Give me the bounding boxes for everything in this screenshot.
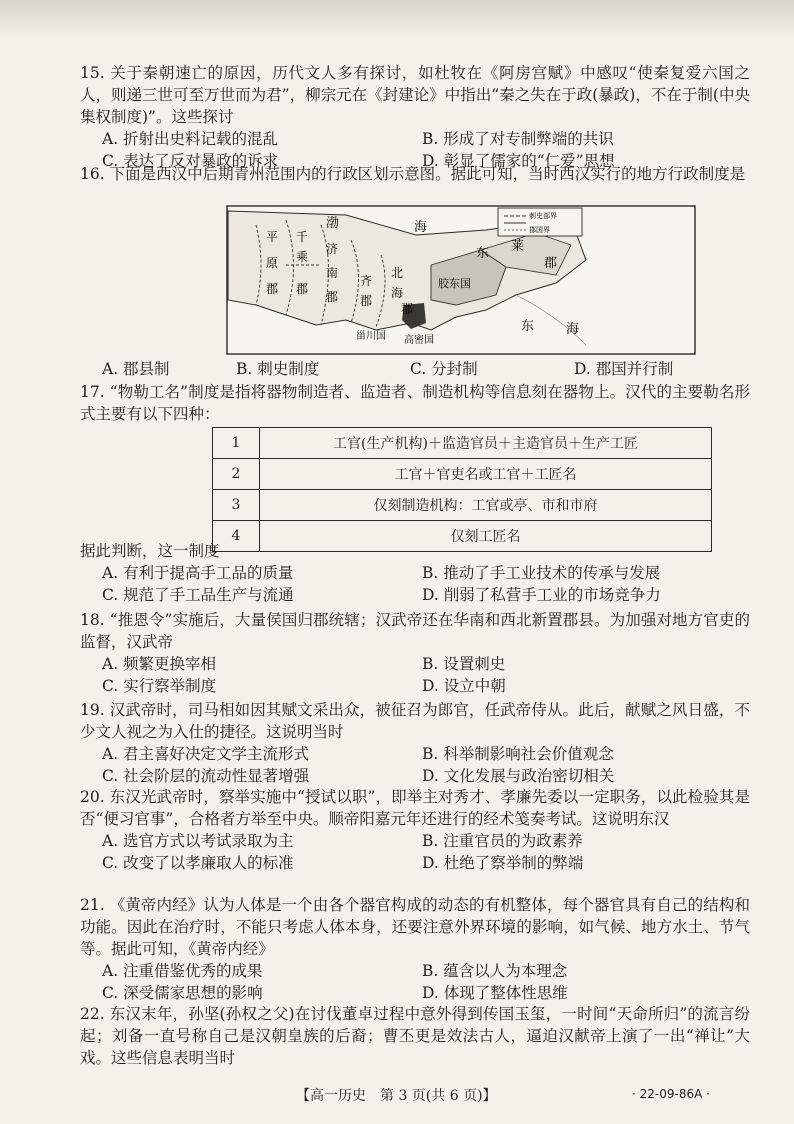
map-label-gaomi: 高密国 (404, 335, 434, 346)
map-label-jun2: 郡 (296, 282, 309, 296)
table-cell-text: 仅刻工匠名 (260, 521, 712, 552)
option-a: A. 折射出史料记载的混乱 (102, 130, 279, 148)
map-label-jiaodong: 胶东国 (438, 277, 471, 290)
map-label-qian: 千 (296, 230, 309, 244)
top-shadow (0, 0, 794, 40)
option-d: D. 彰显了儒家的“仁爱”思想 (422, 152, 615, 170)
map-label-jun1: 郡 (266, 282, 279, 296)
option-d: D. 杜绝了察举制的弊端 (422, 854, 584, 872)
map-label-cheng: 乘 (296, 250, 309, 264)
map-label-bo: 渤 (326, 216, 340, 231)
question-17 (80, 381, 750, 425)
map-label-ping: 平 (266, 230, 279, 244)
option-c: C. 实行察举制度 (102, 677, 217, 695)
legend-1: 刺史部界 (529, 212, 557, 220)
question-16 (80, 163, 750, 185)
inscription-table (212, 427, 712, 552)
table-row (213, 459, 712, 490)
question-16-options-wrap (80, 358, 750, 380)
map-label-dong2: 东 (521, 319, 535, 334)
page-footer (0, 1085, 794, 1109)
footer-code: · 22-09-86A · (632, 1087, 710, 1101)
option-b: B. 推动了手工业技术的传承与发展 (422, 564, 661, 582)
question-22-stem: 22. 东汉末年，孙坚(孙权之父)在讨伐董卓过程中意外得到传国玉玺，一时间“天命所归”的流言纷起；刘备一直号称自己是汉朝皇族的后裔；曹丕更是效法古人，逼迫汉献帝上演了一出“禅让”大戏。这些信息表明当时 (80, 1005, 750, 1067)
option-c: C. 深受儒家思想的影响 (102, 984, 263, 1002)
option-b: B. 蕴含以人为本理念 (422, 962, 568, 980)
map-label-hai: 海 (391, 286, 404, 300)
map-label-lai: 莱 (511, 239, 525, 254)
question-15-stem: 15. 关于秦朝速亡的原因，历代文人多有探讨，如杜牧在《阿房宫赋》中感叹“使秦复爱六国之人，则递三世可至万世而为君”，柳宗元在《封建论》中指出“秦之失在于政(暴政)，不在于制(中央集权制度)”。这些探讨 (80, 64, 750, 126)
map-label-jun5: 郡 (360, 294, 373, 308)
question-18-options (102, 653, 750, 697)
question-17-options (102, 562, 750, 606)
option-c: C. 表达了反对暴政的诉求 (102, 152, 279, 170)
option-b: B. 形成了对专制弊端的共识 (422, 130, 614, 148)
question-19-stem: 19. 汉武帝时，司马相如因其赋文采出众，被征召为郎官，任武帝侍从。此后，献赋之风日盛，不少文人视之为入仕的捷径。这说明当时 (80, 701, 750, 741)
map-label-jun4: 郡 (401, 302, 414, 316)
table-row (213, 428, 712, 459)
table-cell-no: 1 (213, 428, 260, 459)
footer-page-info: 【高一历史 第 3 页(共 6 页)】 (296, 1088, 497, 1104)
option-b: B. 注重官员的为政素养 (422, 832, 583, 850)
question-17-lead-text: 据此判断，这一制度 (80, 542, 220, 560)
option-b: B. 科举制影响社会价值观念 (422, 745, 614, 763)
table-row (213, 490, 712, 521)
option-b: B. 设置刺史 (422, 655, 506, 673)
option-a: A. 有利于提高手工品的质量 (102, 564, 294, 582)
table-cell-text: 工官(生产机构)＋监造官员＋主造官员＋生产工匠 (260, 428, 712, 459)
option-b: B. 刺史制度 (236, 360, 320, 378)
question-18 (80, 609, 750, 697)
option-a: A. 君主喜好决定文学主流形式 (102, 745, 310, 763)
map-label-jun6: 郡 (544, 256, 558, 271)
qingzhou-map (226, 205, 696, 355)
map-label-dong: 东 (476, 246, 490, 261)
question-18-stem: 18. “推恩令”实施后，大量侯国归郡统辖；汉武帝还在华南和西北新置郡县。为加强对地方官吏的监督，汉武帝 (80, 611, 750, 651)
option-c: C. 分封制 (410, 360, 478, 378)
table-cell-text: 仅刻制造机构：工官或亭、市和市府 (260, 490, 712, 521)
map-label-bei: 北 (391, 266, 404, 280)
table-cell-text: 工官＋官吏名或工官＋工匠名 (260, 459, 712, 490)
option-c: C. 规范了手工品生产与流通 (102, 586, 294, 604)
question-21 (80, 894, 750, 1004)
map-label-hai1: 海 (414, 220, 428, 235)
map-label-yuan: 原 (266, 256, 279, 270)
question-17-stem: 17. “物勒工名”制度是指将器物制造者、监造者、制造机构等信息刻在器物上。汉代的主要勒名形式主要有以下四种： (80, 383, 750, 423)
question-19 (80, 699, 750, 787)
option-a: A. 注重借鉴优秀的成果 (102, 962, 263, 980)
question-22 (80, 1003, 750, 1069)
option-d: D. 设立中朝 (422, 677, 506, 695)
option-d: D. 文化发展与政治密切相关 (422, 767, 615, 785)
map-label-hai2: 海 (566, 322, 580, 337)
map-label-ji: 济 (326, 242, 339, 256)
map-label-zichuan: 甾川国 (356, 331, 386, 342)
table-cell-no: 2 (213, 459, 260, 490)
question-16-options (102, 358, 750, 380)
question-21-options (102, 960, 750, 1004)
table-cell-no: 3 (213, 490, 260, 521)
map-label-jun3: 郡 (326, 290, 339, 304)
map-label-qi: 齐 (360, 274, 373, 288)
question-20-options (102, 830, 750, 874)
option-d: D. 体现了整体性思维 (422, 984, 568, 1002)
option-d: D. 削弱了私营手工业的市场竞争力 (422, 586, 661, 604)
map-label-nan: 南 (326, 266, 339, 280)
question-19-options (102, 743, 750, 787)
option-a: A. 选官方式以考试录取为主 (102, 832, 294, 850)
legend-2: 郡国界 (529, 226, 550, 234)
question-20-stem: 20. 东汉光武帝时，察举实施中“授试以职”，即举主对秀才、孝廉先委以一定职务，以此检验其是否“便习官事”，合格者方举至中央。顺帝阳嘉元年还进行的经术笺奏考试。这说明东汉 (80, 788, 750, 828)
option-c: C. 改变了以孝廉取人的标准 (102, 854, 294, 872)
option-c: C. 社会阶层的流动性显著增强 (102, 767, 310, 785)
option-d: D. 郡国并行制 (574, 360, 674, 378)
question-20 (80, 786, 750, 874)
option-a: A. 频繁更换宰相 (102, 655, 217, 673)
table-cell-no: 4 (213, 521, 260, 552)
option-a: A. 郡县制 (102, 360, 170, 378)
question-16-stem: 16. 下面是西汉中后期青州范围内的行政区划示意图。据此可知，当时西汉实行的地方行政制度是 (80, 165, 746, 183)
question-15 (80, 62, 750, 172)
question-17-lead (80, 540, 750, 606)
question-21-stem: 21. 《黄帝内经》认为人体是一个由各个器官构成的动态的有机整体，每个器官具有自己的结构和功能。因此在治疗时，不能只考虑人体本身，还要注意外界环境的影响，如气候、地方水土、节气等。据此可知，《黄帝内经》 (80, 896, 750, 958)
